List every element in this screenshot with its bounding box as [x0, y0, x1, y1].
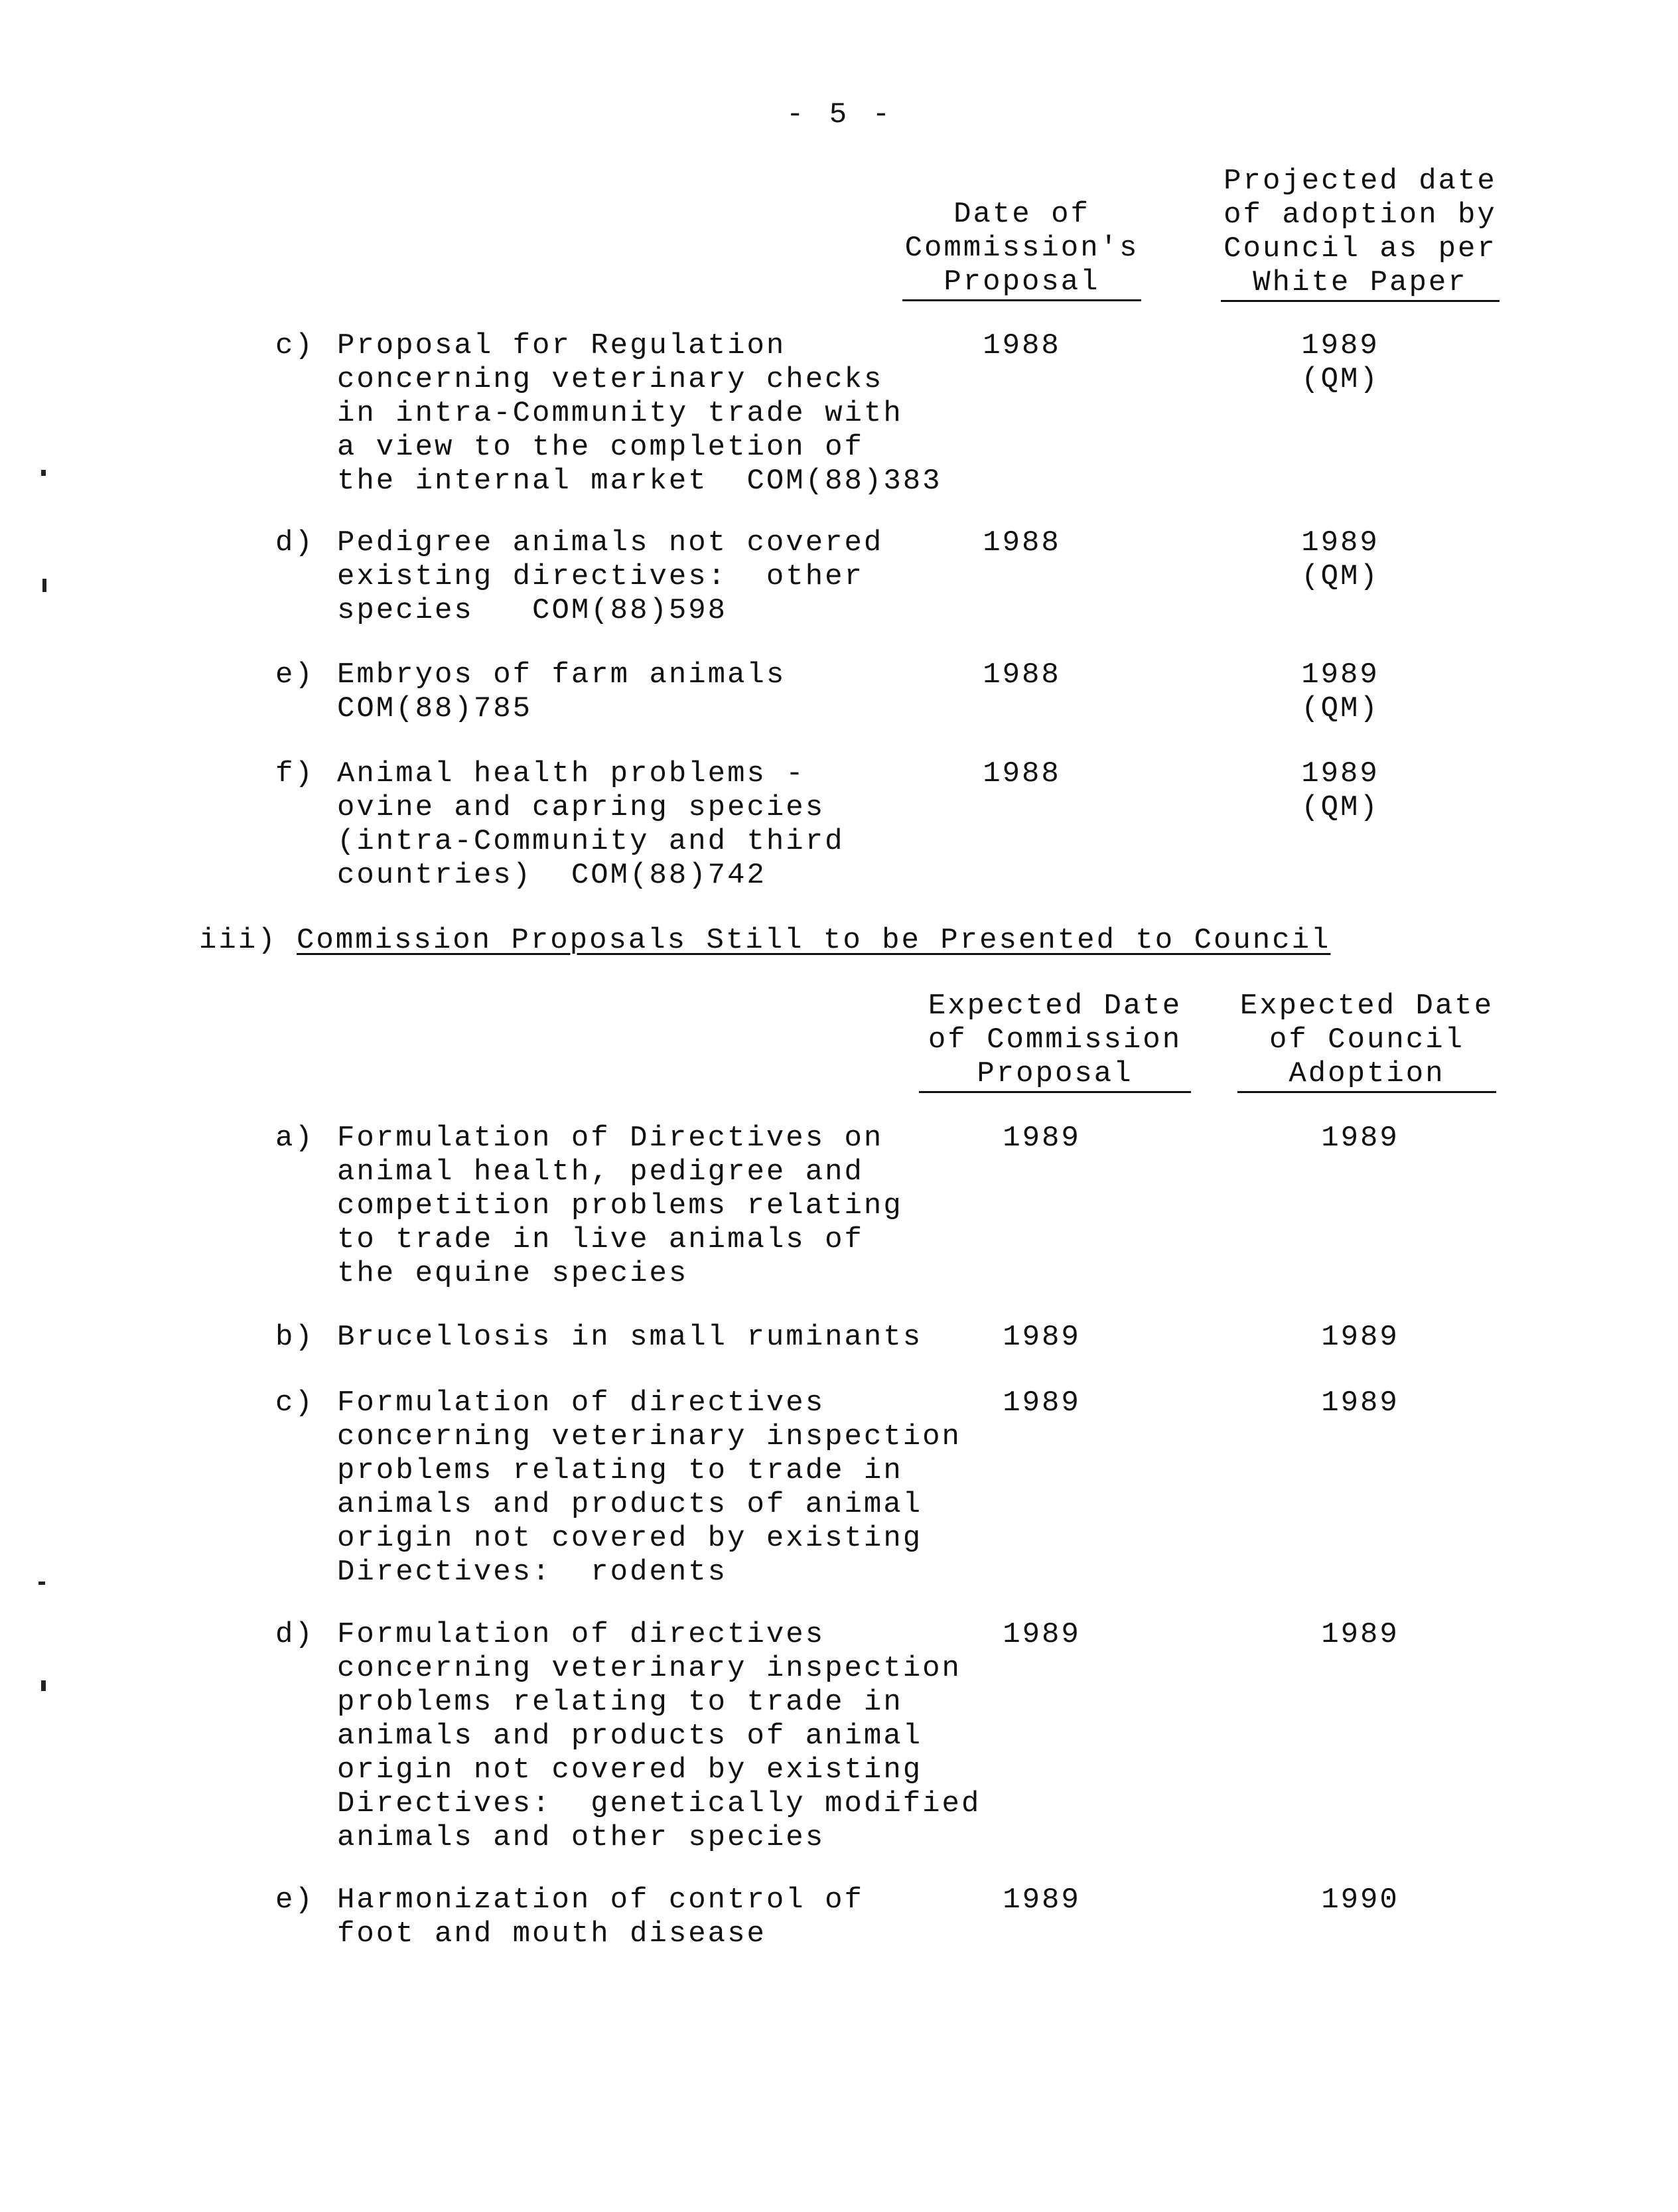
adoption-date: 1989 (QM): [1301, 329, 1379, 396]
column-header-commission-proposal-date: Date of Commission's Proposal: [902, 198, 1141, 301]
item-text: Formulation of Directives on animal health, pedigree and competition problems relating to trade in live animals of the equine species: [337, 1122, 903, 1290]
adoption-date: 1989 (QM): [1301, 757, 1379, 824]
expected-commission-date: 1989: [1003, 1386, 1081, 1420]
section-numeral: iii): [199, 924, 277, 957]
expected-council-date: 1989: [1321, 1122, 1399, 1155]
expected-council-date: 1989: [1321, 1321, 1399, 1354]
expected-council-date: 1989: [1321, 1386, 1399, 1420]
item-text: Animal health problems - ovine and capring species (intra-Community and third countries) COM(88)742: [337, 757, 845, 892]
item-text: Embryos of farm animals COM(88)785: [337, 658, 786, 725]
adoption-date: 1989 (QM): [1301, 658, 1379, 725]
item-letter: d): [275, 526, 315, 559]
scan-speck: [41, 1680, 46, 1691]
expected-council-date: 1989: [1321, 1618, 1399, 1651]
item-text: Brucellosis in small ruminants: [337, 1321, 923, 1354]
column-header-expected-commission-date: Expected Date of Commission Proposal: [919, 990, 1191, 1093]
commission-proposal-date: 1988: [983, 526, 1061, 559]
scan-speck: [42, 579, 46, 592]
item-letter: f): [275, 757, 315, 790]
commission-proposal-date: 1988: [983, 757, 1061, 790]
item-letter: c): [275, 1386, 315, 1420]
item-letter: a): [275, 1122, 315, 1155]
item-text: Formulation of directives concerning veterinary inspection problems relating to trade in animals and products of animal origin not covered by existing Directives: genetically modified animals and other species: [337, 1618, 981, 1854]
item-letter: b): [275, 1321, 315, 1354]
item-letter: e): [275, 658, 315, 692]
scan-speck: [41, 470, 46, 476]
item-text: Formulation of directives concerning veterinary inspection problems relating to trade in animals and products of animal origin not covered by existing Directives: rodents: [337, 1386, 961, 1589]
page-number: - 5 -: [786, 98, 894, 131]
scan-speck: [38, 1582, 45, 1585]
expected-commission-date: 1989: [1003, 1618, 1081, 1651]
commission-proposal-date: 1988: [983, 658, 1061, 692]
item-text: Harmonization of control of foot and mouth disease: [337, 1883, 864, 1951]
item-letter: d): [275, 1618, 315, 1651]
adoption-date: 1989 (QM): [1301, 526, 1379, 593]
expected-commission-date: 1989: [1003, 1122, 1081, 1155]
expected-commission-date: 1989: [1003, 1883, 1081, 1917]
column-header-expected-council-date: Expected Date of Council Adoption: [1237, 990, 1496, 1093]
item-text: Pedigree animals not covered existing directives: other species COM(88)598: [337, 526, 884, 627]
item-text: Proposal for Regulation concerning veterinary checks in intra-Community trade with a view to the completion of the internal market COM(88)383: [337, 329, 942, 498]
commission-proposal-date: 1988: [983, 329, 1061, 362]
expected-commission-date: 1989: [1003, 1321, 1081, 1354]
item-letter: c): [275, 329, 315, 362]
item-letter: e): [275, 1883, 315, 1917]
column-header-projected-adoption-date: Projected date of adoption by Council as per White Paper: [1221, 165, 1500, 302]
expected-council-date: 1990: [1321, 1883, 1399, 1917]
section-title: Commission Proposals Still to be Presented to Council: [297, 924, 1331, 957]
